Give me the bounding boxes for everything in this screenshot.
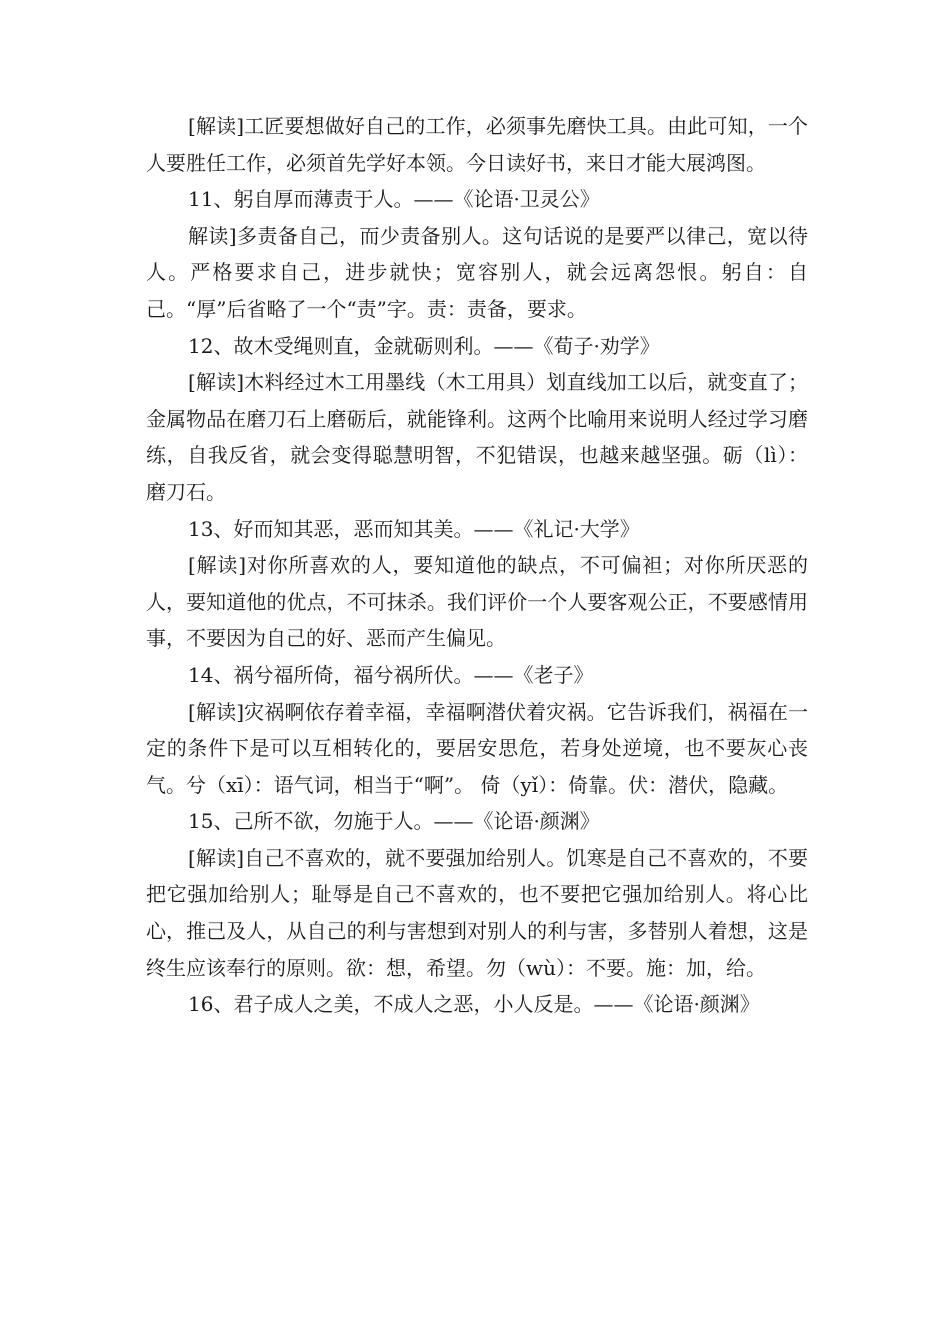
- explanation-paragraph: [解读]对你所喜欢的人，要知道他的缺点，不可偏袒；对你所厌恶的人，要知道他的优点，不可抹杀。我们评价一个人要客观公正，不要感情用事，不要因为自己的好、恶而产生偏见。: [146, 553, 808, 651]
- quote-paragraph: 16、君子成人之美，不成人之恶，小人反是。——《论语·颜渊》: [188, 992, 760, 1017]
- explanation-paragraph: 解读]多责备自己，而少责备别人。这句话说的是要严以律己，宽以待人。严格要求自己，进步就快；宽容别人，就会远离怨恨。躬自：自己。“厚”后省略了一个“责”字。责：责备，要求。: [146, 223, 808, 321]
- explanation-paragraph: [解读]自己不喜欢的，就不要强加给别人。饥寒是自己不喜欢的，不要把它强加给别人；耻辱是自己不喜欢的，也不要把它强加给别人。将心比心，推己及人，从自己的利与害想到对别人的利与害，多替别人着想，这是终生应该奉行的原则。欲：想，希望。勿（wù）：不要。施：加，给。: [146, 845, 808, 980]
- explanation-paragraph: [解读]灾祸啊依存着幸福，幸福啊潜伏着灾祸。它告诉我们，祸福在一定的条件下是可以互相转化的，要居安思危，若身处逆境，也不要灰心丧气。兮（xī）：语气词，相当于“啊”。 倚（yǐ）：倚靠。伏：潜伏，隐藏。: [146, 699, 808, 797]
- quote-paragraph: 14、祸兮福所倚，福兮祸所伏。——《老子》: [188, 662, 594, 687]
- explanation-paragraph: [解读]木料经过木工用墨线（木工用具）划直线加工以后，就变直了；金属物品在磨刀石上磨砺后，就能锋利。这两个比喻用来说明人经过学习磨练，自我反省，就会变得聪慧明智，不犯错误，也越来越坚强。砺（lì）：磨刀石。: [146, 370, 808, 504]
- quote-paragraph: 13、好而知其恶，恶而知其美。——《礼记·大学》: [188, 516, 640, 541]
- document-page: [146, 108, 808, 1023]
- quote-paragraph: 15、己所不欲，勿施于人。——《论语·颜渊》: [188, 809, 600, 834]
- explanation-paragraph: [解读]工匠要想做好自己的工作，必须事先磨快工具。由此可知，一个人要胜任工作，必须首先学好本领。今日读好书，来日才能大展鸿图。: [146, 114, 808, 175]
- quote-paragraph: 12、故木受绳则直，金就砺则利。——《荀子·劝学》: [188, 333, 660, 358]
- quote-paragraph: 11、躬自厚而薄责于人。——《论语·卫灵公》: [188, 187, 600, 212]
